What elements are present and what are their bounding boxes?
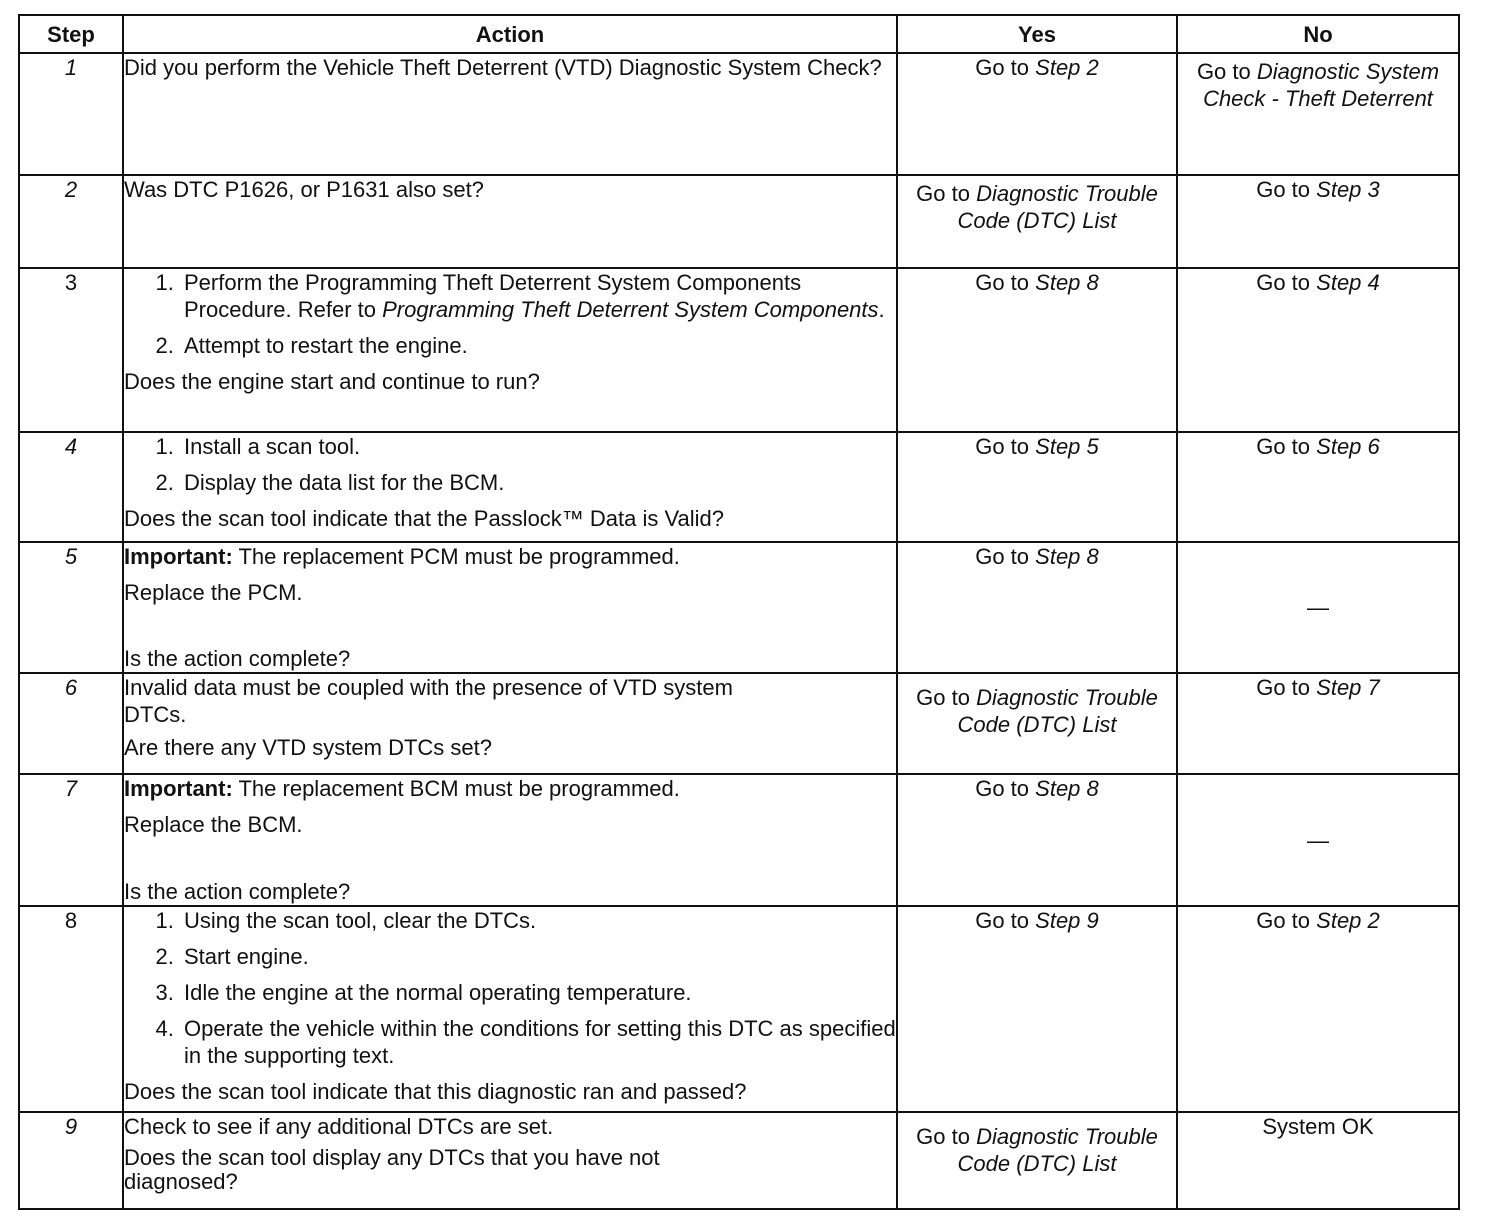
table-row: [19, 673, 1459, 774]
yes-prefix: Go to: [916, 181, 970, 206]
no-prefix: Go to: [1256, 434, 1311, 459]
important-text: The replacement BCM must be programmed.: [238, 776, 680, 801]
yes-cell: [897, 673, 1177, 774]
list-item-text: Perform the Programming Theft Deterrent System Components Procedure. Refer to: [184, 270, 802, 322]
no-cell: System OK: [1177, 1112, 1459, 1209]
procedure-list: [124, 907, 896, 1069]
no-cell: [1177, 906, 1459, 1112]
header-row: [19, 15, 1459, 53]
procedure-link[interactable]: Programming Theft Deterrent System Components: [382, 297, 879, 322]
list-item: 1. Using the scan tool, clear the DTCs.: [180, 907, 896, 934]
no-cell: —: [1177, 774, 1459, 906]
yes-prefix: Go to: [975, 55, 1030, 80]
yes-prefix: Go to: [975, 776, 1030, 801]
yes-prefix: Go to: [975, 270, 1030, 295]
action-cell: [123, 906, 897, 1112]
step-number: 5: [19, 542, 123, 673]
yes-prefix: Go to: [916, 1124, 970, 1149]
question: Is the action complete?: [124, 646, 351, 671]
important-label: Important:: [124, 544, 233, 569]
list-item: 4. Operate the vehicle within the conditions for setting this DTC as specified in the supporting text.: [180, 1015, 896, 1069]
important-note: [124, 775, 896, 802]
diagnostic-table: [18, 14, 1460, 1210]
table-row: [19, 774, 1459, 906]
action-cell: [123, 432, 897, 542]
action-cell: [123, 1112, 897, 1209]
yes-cell: [897, 1112, 1177, 1209]
yes-cell: [897, 53, 1177, 175]
action-cell: [123, 774, 897, 906]
yes-link[interactable]: Diagnostic Trouble Code (DTC) List: [957, 181, 1158, 233]
important-note: [124, 543, 896, 570]
header-no: No: [1177, 15, 1459, 53]
instruction: Replace the BCM.: [124, 812, 303, 837]
question: Does the scan tool indicate that the Passlock™ Data is Valid?: [124, 506, 725, 531]
yes-cell: [897, 268, 1177, 432]
step-number: 3: [19, 268, 123, 432]
no-link[interactable]: Step 4: [1316, 270, 1380, 295]
step-number: 6: [19, 673, 123, 774]
no-link[interactable]: Step 7: [1316, 675, 1380, 700]
no-link[interactable]: Step 2: [1316, 908, 1380, 933]
step-number: 2: [19, 175, 123, 268]
question: Does the engine start and continue to run?: [124, 369, 540, 394]
header-step: Step: [19, 15, 123, 53]
yes-link[interactable]: Step 8: [1035, 544, 1099, 569]
no-prefix: Go to: [1256, 177, 1311, 202]
table-row: [19, 906, 1459, 1112]
yes-cell: [897, 175, 1177, 268]
step-number: 7: [19, 774, 123, 906]
step-number: 4: [19, 432, 123, 542]
question: Does the scan tool indicate that this diagnostic ran and passed?: [124, 1079, 747, 1104]
no-cell: [1177, 432, 1459, 542]
note: Invalid data must be coupled with the presence of VTD system DTCs.: [124, 675, 733, 727]
table-row: [19, 542, 1459, 673]
question: Are there any VTD system DTCs set?: [124, 735, 492, 760]
yes-link[interactable]: Diagnostic Trouble Code (DTC) List: [957, 685, 1158, 737]
yes-link[interactable]: Step 8: [1035, 776, 1099, 801]
action-cell: [123, 542, 897, 673]
question: Did you perform the Vehicle Theft Deterrent (VTD) Diagnostic System Check?: [124, 55, 882, 80]
list-item: 2. Display the data list for the BCM.: [180, 469, 896, 496]
important-label: Important:: [124, 776, 233, 801]
table-row: [19, 432, 1459, 542]
step-number: 8: [19, 906, 123, 1112]
list-item: 2. Attempt to restart the engine.: [180, 332, 896, 359]
action-cell: [123, 53, 897, 175]
list-item: 2. Start engine.: [180, 943, 896, 970]
header-action: Action: [123, 15, 897, 53]
table-row: [19, 175, 1459, 268]
yes-link[interactable]: Step 5: [1035, 434, 1099, 459]
question: Was DTC P1626, or P1631 also set?: [124, 177, 484, 202]
action-cell: [123, 175, 897, 268]
step-number: 9: [19, 1112, 123, 1209]
step-number: 1: [19, 53, 123, 175]
yes-link[interactable]: Step 2: [1035, 55, 1099, 80]
yes-cell: [897, 432, 1177, 542]
important-text: The replacement PCM must be programmed.: [238, 544, 680, 569]
list-item: 1. Install a scan tool.: [180, 433, 896, 460]
yes-prefix: Go to: [975, 434, 1030, 459]
no-cell: —: [1177, 542, 1459, 673]
question: Is the action complete?: [124, 879, 351, 904]
instruction: Replace the PCM.: [124, 580, 303, 605]
no-link[interactable]: Step 3: [1316, 177, 1380, 202]
no-prefix: Go to: [1196, 59, 1251, 84]
no-prefix: Go to: [1256, 675, 1311, 700]
list-item: 1. Perform the Programming Theft Deterrent System Components Procedure. Refer to Programming Theft Deterrent System Components.: [180, 269, 896, 323]
no-cell: [1177, 673, 1459, 774]
no-cell: [1177, 175, 1459, 268]
header-yes: Yes: [897, 15, 1177, 53]
yes-link[interactable]: Step 9: [1035, 908, 1099, 933]
action-cell: [123, 673, 897, 774]
yes-link[interactable]: Diagnostic Trouble Code (DTC) List: [957, 1124, 1158, 1176]
question: Does the scan tool display any DTCs that you have not diagnosed?: [124, 1145, 660, 1194]
no-link[interactable]: Step 6: [1316, 434, 1380, 459]
yes-cell: [897, 542, 1177, 673]
yes-cell: [897, 906, 1177, 1112]
yes-prefix: Go to: [975, 544, 1030, 569]
instruction: Check to see if any additional DTCs are set.: [124, 1114, 554, 1139]
table-row: [19, 1112, 1459, 1209]
no-prefix: Go to: [1256, 908, 1311, 933]
no-link[interactable]: Diagnostic System Check - Theft Deterrent: [1203, 59, 1440, 111]
yes-prefix: Go to: [975, 908, 1030, 933]
yes-prefix: Go to: [916, 685, 970, 710]
yes-link[interactable]: Step 8: [1035, 270, 1099, 295]
no-cell: [1177, 268, 1459, 432]
table-row: [19, 268, 1459, 432]
list-item: 3. Idle the engine at the normal operating temperature.: [180, 979, 896, 1006]
no-cell: [1177, 53, 1459, 175]
yes-cell: [897, 774, 1177, 906]
no-prefix: Go to: [1256, 270, 1311, 295]
procedure-list: [124, 433, 896, 496]
procedure-list: [124, 269, 896, 359]
table-row: [19, 53, 1459, 175]
action-cell: [123, 268, 897, 432]
